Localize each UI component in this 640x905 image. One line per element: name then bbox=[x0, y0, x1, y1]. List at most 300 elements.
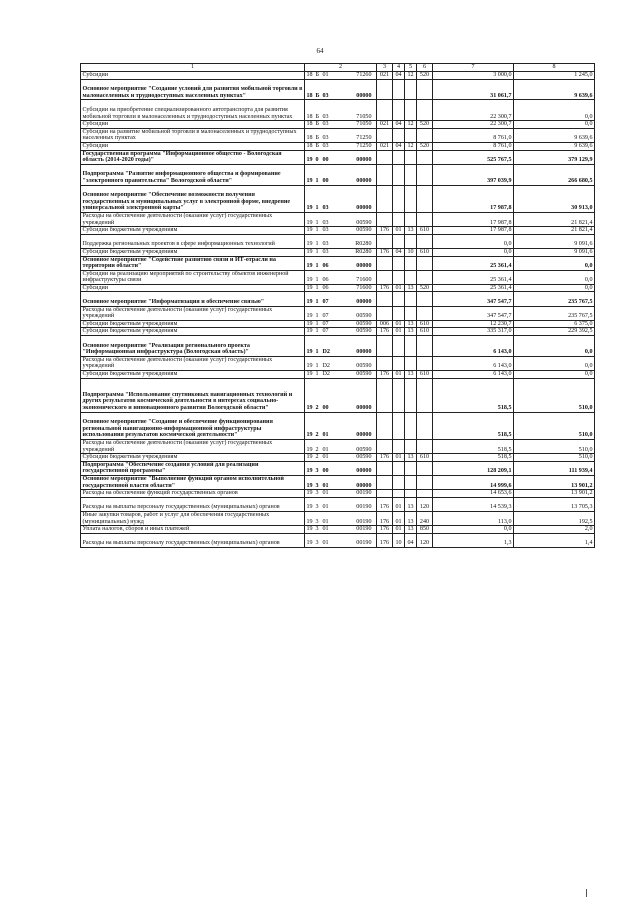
row-amount-col7: 3 000,0 bbox=[433, 72, 514, 80]
row-target-article-code bbox=[305, 320, 377, 328]
row-name: Основное мероприятие "Обеспечение возможности получения государственных и муниципальных услуг в электронной форме, внедрение универсальной электронной карты" bbox=[81, 185, 305, 212]
row-name: Основное мероприятие "Создание условий для развития мобильной торговли в малонаселенных и труднодоступных населенных пунктах" bbox=[81, 79, 305, 100]
header-cell: 4 bbox=[393, 64, 405, 72]
row-grbs-code bbox=[377, 150, 393, 164]
row-target-article-code bbox=[305, 72, 377, 80]
row-amount-col8: 0,0 bbox=[514, 336, 595, 357]
table-row bbox=[81, 79, 595, 100]
row-target-article-code bbox=[305, 270, 377, 284]
row-subsection-code bbox=[405, 336, 417, 357]
row-expense-type-code: 520 bbox=[417, 72, 433, 80]
code-part: 19 bbox=[306, 177, 313, 184]
row-amount-col7: 25 361,4 bbox=[433, 256, 514, 270]
row-subsection-code: 13 bbox=[405, 284, 417, 292]
code-part: 19 bbox=[306, 277, 313, 284]
row-amount-col8: 2,0 bbox=[514, 526, 595, 534]
row-grbs-code bbox=[377, 234, 393, 248]
row-grbs-code bbox=[377, 475, 393, 489]
row-grbs-code: 021 bbox=[377, 121, 393, 129]
code-part: 06 bbox=[322, 284, 329, 291]
row-name: Расходы на обеспечение функций государственных органов bbox=[81, 490, 305, 498]
table-row bbox=[81, 526, 595, 534]
row-subsection-code: 12 bbox=[405, 142, 417, 150]
code-part: 1 bbox=[315, 371, 319, 378]
row-subsection-code bbox=[405, 490, 417, 498]
row-subsection-code: 13 bbox=[405, 320, 417, 328]
row-amount-col8: 30 913,0 bbox=[514, 185, 595, 212]
row-section-code: 01 bbox=[393, 526, 405, 534]
table-row bbox=[81, 371, 595, 379]
row-section-code bbox=[393, 234, 405, 248]
row-expense-type-code bbox=[417, 212, 433, 226]
code-part: 07 bbox=[322, 328, 329, 335]
code-part: 3 bbox=[315, 482, 319, 489]
code-part: 71050 bbox=[356, 121, 372, 128]
row-subsection-code bbox=[405, 185, 417, 212]
code-part: 01 bbox=[322, 540, 329, 547]
row-name: Расходы на обеспечение деятельности (оказание услуг) государственных учреждений bbox=[81, 212, 305, 226]
row-name: Уплата налогов, сборов и иных платежей bbox=[81, 526, 305, 534]
table-row bbox=[81, 320, 595, 328]
budget-table bbox=[80, 63, 595, 548]
row-amount-col7: 525 767,5 bbox=[433, 150, 514, 164]
row-amount-col7: 518,5 bbox=[433, 454, 514, 462]
code-part: 01 bbox=[322, 490, 329, 497]
row-section-code bbox=[393, 378, 405, 412]
row-amount-col8: 13 705,3 bbox=[514, 497, 595, 511]
table-row bbox=[81, 356, 595, 370]
table-row bbox=[81, 511, 595, 525]
row-expense-type-code bbox=[417, 378, 433, 412]
code-part: 19 bbox=[306, 504, 313, 511]
code-part: 00000 bbox=[356, 263, 372, 270]
row-subsection-code: 13 bbox=[405, 454, 417, 462]
row-grbs-code bbox=[377, 490, 393, 498]
row-grbs-code bbox=[377, 356, 393, 370]
row-grbs-code bbox=[377, 336, 393, 357]
code-part: 1 bbox=[315, 227, 319, 234]
row-target-article-code bbox=[305, 412, 377, 439]
row-name: Субсидии бюджетным учреждениям bbox=[81, 248, 305, 256]
code-part: 1 bbox=[315, 313, 319, 320]
code-part: 19 bbox=[306, 157, 313, 164]
code-part: 03 bbox=[322, 241, 329, 248]
row-grbs-code: 006 bbox=[377, 320, 393, 328]
table-row bbox=[81, 150, 595, 164]
row-expense-type-code: 520 bbox=[417, 142, 433, 150]
row-name: Расходы на выплаты персоналу государственных (муниципальных) органов bbox=[81, 533, 305, 547]
code-part: 19 bbox=[306, 227, 313, 234]
code-part: 01 bbox=[322, 432, 329, 439]
row-target-article-code bbox=[305, 284, 377, 292]
row-expense-type-code: 120 bbox=[417, 497, 433, 511]
code-part: Б bbox=[315, 92, 320, 99]
code-part: 19 bbox=[306, 405, 313, 412]
code-part: 18 bbox=[306, 113, 313, 120]
row-amount-col8: 111 939,4 bbox=[514, 461, 595, 475]
code-part: 19 bbox=[306, 320, 313, 327]
code-part: 00590 bbox=[356, 446, 372, 453]
code-part: 1 bbox=[315, 320, 319, 327]
row-subsection-code: 13 bbox=[405, 328, 417, 336]
row-name: Основное мероприятие "Реализация регионального проекта "Информационная инфраструктура (Вологодская область)" bbox=[81, 336, 305, 357]
row-target-article-code bbox=[305, 371, 377, 379]
code-part: 2 bbox=[315, 446, 319, 453]
code-part: 00590 bbox=[356, 371, 372, 378]
row-grbs-code: 176 bbox=[377, 227, 393, 235]
row-grbs-code: 176 bbox=[377, 454, 393, 462]
code-part: 18 bbox=[306, 72, 313, 78]
code-part: 18 bbox=[306, 92, 313, 99]
row-target-article-code bbox=[305, 256, 377, 270]
budget-table-body bbox=[81, 64, 595, 548]
row-name: Субсидии bbox=[81, 142, 305, 150]
row-target-article-code bbox=[305, 475, 377, 489]
row-subsection-code: 13 bbox=[405, 371, 417, 379]
row-subsection-code bbox=[405, 378, 417, 412]
row-grbs-code: 176 bbox=[377, 511, 393, 525]
row-name: Субсидии на развитие мобильной торговли в малонаселенных и труднодоступных населенных пунктах bbox=[81, 128, 305, 142]
row-expense-type-code bbox=[417, 292, 433, 306]
row-subsection-code bbox=[405, 356, 417, 370]
row-subsection-code: 13 bbox=[405, 526, 417, 534]
row-expense-type-code bbox=[417, 440, 433, 454]
row-amount-col8: 510,0 bbox=[514, 454, 595, 462]
row-name: Субсидии bbox=[81, 284, 305, 292]
row-name: Субсидии бюджетным учреждениям bbox=[81, 320, 305, 328]
code-part: Б bbox=[315, 121, 319, 128]
code-part: 71250 bbox=[356, 135, 372, 142]
row-name: Расходы на обеспечение деятельности (оказание услуг) государственных учреждений bbox=[81, 440, 305, 454]
row-amount-col8: 9 091,6 bbox=[514, 234, 595, 248]
row-grbs-code: 021 bbox=[377, 72, 393, 80]
code-part: 1 bbox=[315, 241, 319, 248]
row-amount-col7: 1,3 bbox=[433, 533, 514, 547]
row-amount-col8: 21 821,4 bbox=[514, 212, 595, 226]
code-part: 00000 bbox=[356, 157, 372, 164]
row-amount-col7: 0,0 bbox=[433, 248, 514, 256]
row-name: Субсидии на реализацию мероприятий по строительству объектов инженерной инфраструктуры связи bbox=[81, 270, 305, 284]
row-amount-col8: 0,0 bbox=[514, 100, 595, 121]
row-section-code: 01 bbox=[393, 454, 405, 462]
row-target-article-code bbox=[305, 248, 377, 256]
code-part: 03 bbox=[322, 219, 329, 226]
code-part: 19 bbox=[306, 540, 313, 547]
code-part: 00000 bbox=[356, 92, 372, 99]
code-part: 18 bbox=[306, 135, 313, 142]
row-name: Подпрограмма "Развитие информационного общества и формирование "электронного правительства" Вологодской области" bbox=[81, 164, 305, 185]
row-subsection-code: 13 bbox=[405, 511, 417, 525]
row-target-article-code bbox=[305, 142, 377, 150]
row-expense-type-code bbox=[417, 164, 433, 185]
row-grbs-code: 176 bbox=[377, 284, 393, 292]
table-header-row bbox=[81, 64, 595, 72]
row-amount-col7: 128 209,1 bbox=[433, 461, 514, 475]
row-target-article-code bbox=[305, 292, 377, 306]
code-part: 71260 bbox=[356, 72, 372, 78]
row-section-code bbox=[393, 356, 405, 370]
code-part: 19 bbox=[306, 432, 313, 439]
row-expense-type-code bbox=[417, 412, 433, 439]
code-part: 00000 bbox=[356, 177, 372, 184]
table-row bbox=[81, 475, 595, 489]
header-cell: 2 bbox=[305, 64, 377, 72]
row-amount-col8: 9 639,6 bbox=[514, 128, 595, 142]
row-target-article-code bbox=[305, 328, 377, 336]
code-part: 71250 bbox=[356, 142, 372, 149]
code-part: D2 bbox=[322, 363, 330, 370]
row-section-code: 01 bbox=[393, 320, 405, 328]
row-subsection-code bbox=[405, 475, 417, 489]
header-cell: 3 bbox=[377, 64, 393, 72]
code-part: 19 bbox=[306, 468, 313, 475]
row-name: Субсидии бюджетным учреждениям bbox=[81, 328, 305, 336]
code-part: 3 bbox=[315, 468, 319, 475]
code-part: 3 bbox=[315, 504, 319, 511]
code-part: 19 bbox=[306, 446, 313, 453]
code-part: 00000 bbox=[356, 432, 372, 439]
row-amount-col8: 0,0 bbox=[514, 256, 595, 270]
row-section-code: 01 bbox=[393, 284, 405, 292]
row-name: Основное мероприятие "Создание и обеспечение функционирования региональной навигационно-информационной инфраструктуры использования результатов космической деятельности" bbox=[81, 412, 305, 439]
code-part: 00 bbox=[322, 468, 329, 475]
row-grbs-code: 176 bbox=[377, 328, 393, 336]
code-part: 00590 bbox=[356, 363, 372, 370]
code-part: 00190 bbox=[356, 490, 372, 497]
code-part: 01 bbox=[322, 72, 329, 78]
code-part: 19 bbox=[306, 454, 313, 461]
row-section-code bbox=[393, 100, 405, 121]
table-row bbox=[81, 292, 595, 306]
table-row bbox=[81, 440, 595, 454]
row-target-article-code bbox=[305, 378, 377, 412]
row-name: Подпрограмма "Использование спутниковых навигационных технологий и других результатов космической деятельности в интересах социально-экономического и инновационного развития Вологодской области" bbox=[81, 378, 305, 412]
table-row bbox=[81, 461, 595, 475]
row-subsection-code: 13 bbox=[405, 227, 417, 235]
row-name: Расходы на выплаты персоналу государственных (муниципальных) органов bbox=[81, 497, 305, 511]
code-part: 19 bbox=[306, 363, 313, 370]
code-part: R0280 bbox=[355, 241, 372, 248]
row-expense-type-code bbox=[417, 270, 433, 284]
table-row bbox=[81, 284, 595, 292]
row-expense-type-code bbox=[417, 336, 433, 357]
row-grbs-code bbox=[377, 378, 393, 412]
row-grbs-code bbox=[377, 79, 393, 100]
row-target-article-code bbox=[305, 212, 377, 226]
row-target-article-code bbox=[305, 454, 377, 462]
row-amount-col8: 510,0 bbox=[514, 378, 595, 412]
row-subsection-code bbox=[405, 79, 417, 100]
row-amount-col8: 235 767,5 bbox=[514, 306, 595, 320]
row-section-code: 04 bbox=[393, 121, 405, 129]
code-part: 00590 bbox=[356, 328, 372, 335]
code-part: 00 bbox=[322, 405, 329, 412]
code-part: R0280 bbox=[355, 248, 372, 255]
row-section-code bbox=[393, 306, 405, 320]
code-part: 1 bbox=[315, 299, 319, 306]
code-part: 00000 bbox=[356, 468, 372, 475]
row-section-code bbox=[393, 79, 405, 100]
code-part: 00590 bbox=[356, 227, 372, 234]
row-expense-type-code bbox=[417, 461, 433, 475]
code-part: 2 bbox=[315, 454, 319, 461]
code-part: 03 bbox=[322, 142, 329, 149]
row-section-code bbox=[393, 440, 405, 454]
row-expense-type-code bbox=[417, 100, 433, 121]
row-target-article-code bbox=[305, 356, 377, 370]
row-target-article-code bbox=[305, 121, 377, 129]
code-part: 19 bbox=[306, 526, 313, 533]
row-amount-col7: 113,0 bbox=[433, 511, 514, 525]
code-part: 19 bbox=[306, 299, 313, 306]
row-section-code: 04 bbox=[393, 142, 405, 150]
row-expense-type-code: 610 bbox=[417, 454, 433, 462]
code-part: 03 bbox=[322, 227, 329, 234]
row-expense-type-code: 520 bbox=[417, 121, 433, 129]
table-row bbox=[81, 100, 595, 121]
row-name: Поддержка региональных проектов в сфере информационных технологий bbox=[81, 234, 305, 248]
row-expense-type-code bbox=[417, 150, 433, 164]
row-expense-type-code: 240 bbox=[417, 511, 433, 525]
row-target-article-code bbox=[305, 511, 377, 525]
row-expense-type-code bbox=[417, 356, 433, 370]
code-part: 07 bbox=[322, 320, 329, 327]
code-part: 1 bbox=[315, 284, 319, 291]
row-amount-col7: 25 361,4 bbox=[433, 270, 514, 284]
row-amount-col8: 6 375,0 bbox=[514, 320, 595, 328]
page-number: 64 bbox=[316, 47, 324, 55]
code-part: 19 bbox=[306, 482, 313, 489]
table-row bbox=[81, 533, 595, 547]
row-expense-type-code: 610 bbox=[417, 371, 433, 379]
row-grbs-code bbox=[377, 440, 393, 454]
row-name: Субсидии бюджетным учреждениям bbox=[81, 454, 305, 462]
row-amount-col7: 31 061,7 bbox=[433, 79, 514, 100]
row-amount-col8: 192,5 bbox=[514, 511, 595, 525]
row-name: Государственная программа "Информационное общество - Вологодская область (2014-2020 годы)" bbox=[81, 150, 305, 164]
row-grbs-code bbox=[377, 164, 393, 185]
row-amount-col7: 335 317,0 bbox=[433, 328, 514, 336]
code-part: 71600 bbox=[356, 277, 372, 284]
code-part: 03 bbox=[322, 121, 329, 128]
row-subsection-code bbox=[405, 412, 417, 439]
row-name: Основное мероприятие "Выполнение функций органом исполнительной государственной власти области" bbox=[81, 475, 305, 489]
row-section-code bbox=[393, 128, 405, 142]
row-expense-type-code bbox=[417, 234, 433, 248]
header-cell: 8 bbox=[514, 64, 595, 72]
row-grbs-code: 176 bbox=[377, 248, 393, 256]
row-target-article-code bbox=[305, 497, 377, 511]
row-amount-col8: 9 639,6 bbox=[514, 79, 595, 100]
code-part: 1 bbox=[315, 349, 319, 356]
code-part: 01 bbox=[322, 446, 329, 453]
row-grbs-code bbox=[377, 185, 393, 212]
row-amount-col8: 0,0 bbox=[514, 284, 595, 292]
row-section-code: 01 bbox=[393, 511, 405, 525]
table-row bbox=[81, 378, 595, 412]
row-amount-col8: 1 245,0 bbox=[514, 72, 595, 80]
row-grbs-code bbox=[377, 256, 393, 270]
row-section-code bbox=[393, 164, 405, 185]
code-part: 00190 bbox=[356, 540, 372, 547]
row-grbs-code bbox=[377, 212, 393, 226]
row-section-code bbox=[393, 185, 405, 212]
row-section-code: 04 bbox=[393, 72, 405, 80]
code-part: 00000 bbox=[356, 349, 372, 356]
row-subsection-code bbox=[405, 100, 417, 121]
code-part: 1 bbox=[315, 277, 319, 284]
code-part: 19 bbox=[306, 284, 313, 291]
code-part: 1 bbox=[315, 205, 319, 212]
row-section-code bbox=[393, 336, 405, 357]
row-expense-type-code: 850 bbox=[417, 526, 433, 534]
row-name: Основное мероприятие "Информатизация и обеспечение связью" bbox=[81, 292, 305, 306]
row-section-code bbox=[393, 475, 405, 489]
table-row bbox=[81, 270, 595, 284]
code-part: 19 bbox=[306, 518, 313, 525]
code-part: 00190 bbox=[356, 518, 372, 525]
row-amount-col8: 13 901,2 bbox=[514, 475, 595, 489]
code-part: 18 bbox=[306, 121, 313, 128]
row-grbs-code: 021 bbox=[377, 142, 393, 150]
row-subsection-code bbox=[405, 440, 417, 454]
row-subsection-code bbox=[405, 256, 417, 270]
code-part: 19 bbox=[306, 263, 313, 270]
row-amount-col8: 510,0 bbox=[514, 412, 595, 439]
code-part: 19 bbox=[306, 490, 313, 497]
code-part: 71600 bbox=[356, 284, 372, 291]
row-amount-col7: 17 987,8 bbox=[433, 212, 514, 226]
code-part: 07 bbox=[322, 313, 329, 320]
row-section-code: 04 bbox=[393, 248, 405, 256]
code-part: 03 bbox=[322, 92, 329, 99]
row-name: Субсидии бюджетным учреждениям bbox=[81, 371, 305, 379]
row-subsection-code: 12 bbox=[405, 72, 417, 80]
row-target-article-code bbox=[305, 526, 377, 534]
code-part: 00590 bbox=[356, 313, 372, 320]
row-subsection-code: 04 bbox=[405, 533, 417, 547]
row-amount-col7: 25 361,4 bbox=[433, 284, 514, 292]
code-part: Б bbox=[315, 135, 319, 142]
row-subsection-code bbox=[405, 128, 417, 142]
row-grbs-code bbox=[377, 292, 393, 306]
row-amount-col8: 9 639,6 bbox=[514, 142, 595, 150]
header-cell: 1 bbox=[81, 64, 305, 72]
row-amount-col7: 14 539,3 bbox=[433, 497, 514, 511]
row-subsection-code bbox=[405, 164, 417, 185]
row-amount-col8: 510,0 bbox=[514, 440, 595, 454]
row-amount-col8: 235 767,5 bbox=[514, 292, 595, 306]
table-row bbox=[81, 336, 595, 357]
code-part: 06 bbox=[322, 263, 329, 270]
row-amount-col8: 1,4 bbox=[514, 533, 595, 547]
row-amount-col7: 518,5 bbox=[433, 378, 514, 412]
row-amount-col8: 21 821,4 bbox=[514, 227, 595, 235]
code-part: 1 bbox=[315, 263, 319, 270]
row-name: Субсидии бюджетным учреждениям bbox=[81, 227, 305, 235]
row-grbs-code: 176 bbox=[377, 371, 393, 379]
table-row bbox=[81, 454, 595, 462]
header-cell: 5 bbox=[405, 64, 417, 72]
code-part: 00190 bbox=[356, 526, 372, 533]
code-part: 00590 bbox=[356, 219, 372, 226]
row-subsection-code bbox=[405, 306, 417, 320]
code-part: D2 bbox=[322, 371, 330, 378]
code-part: Б bbox=[315, 113, 319, 120]
row-section-code: 01 bbox=[393, 371, 405, 379]
row-amount-col7: 347 547,7 bbox=[433, 292, 514, 306]
row-amount-col7: 14 653,6 bbox=[433, 490, 514, 498]
